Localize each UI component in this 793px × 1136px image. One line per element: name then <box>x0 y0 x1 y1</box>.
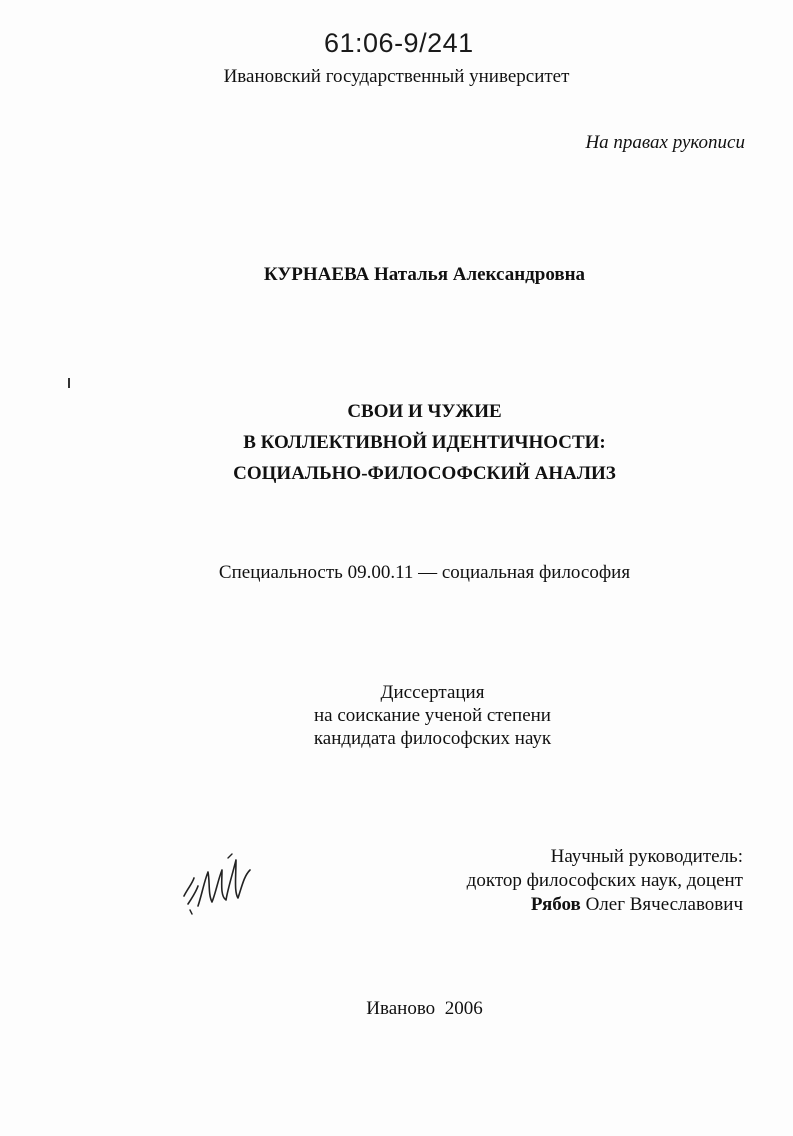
advisor-surname: Рябов <box>530 894 581 915</box>
degree-line-1: Диссертация <box>380 682 485 703</box>
title-line-3: СОЦИАЛЬНО-ФИЛОСОФСКИЙ АНАЛИЗ <box>233 463 616 484</box>
scientific-advisor <box>467 845 743 917</box>
university-name: Ивановский государственный университет <box>223 66 570 87</box>
advisor-degree: доктор философских наук, доцент <box>466 870 743 891</box>
city: Иваново <box>366 998 436 1019</box>
archive-stamp-number: 61:06-9/241 <box>324 28 474 58</box>
year: 2006 <box>444 998 483 1019</box>
title-line-1: СВОИ И ЧУЖИЕ <box>347 401 502 422</box>
advisor-role: Научный руководитель: <box>550 846 743 867</box>
city-year <box>0 998 793 1020</box>
manuscript-note: На правах рукописи <box>585 132 745 153</box>
advisor-name <box>467 893 743 917</box>
author-name: КУРНАЕВА Наталья Александровна <box>263 264 586 285</box>
title-line-2: В КОЛЛЕКТИВНОЙ ИДЕНТИЧНОСТИ: <box>243 432 606 453</box>
dissertation-title <box>0 396 793 489</box>
advisor-given-names: Олег Вячеславович <box>585 894 743 915</box>
scan-mark <box>68 378 70 388</box>
degree-line-3: кандидата философских наук <box>313 728 552 749</box>
handwritten-signature <box>178 848 258 918</box>
degree-statement <box>0 681 793 750</box>
specialty-line: Специальность 09.00.11 — социальная философия <box>218 562 631 583</box>
degree-line-2: на соискание ученой степени <box>314 705 551 726</box>
